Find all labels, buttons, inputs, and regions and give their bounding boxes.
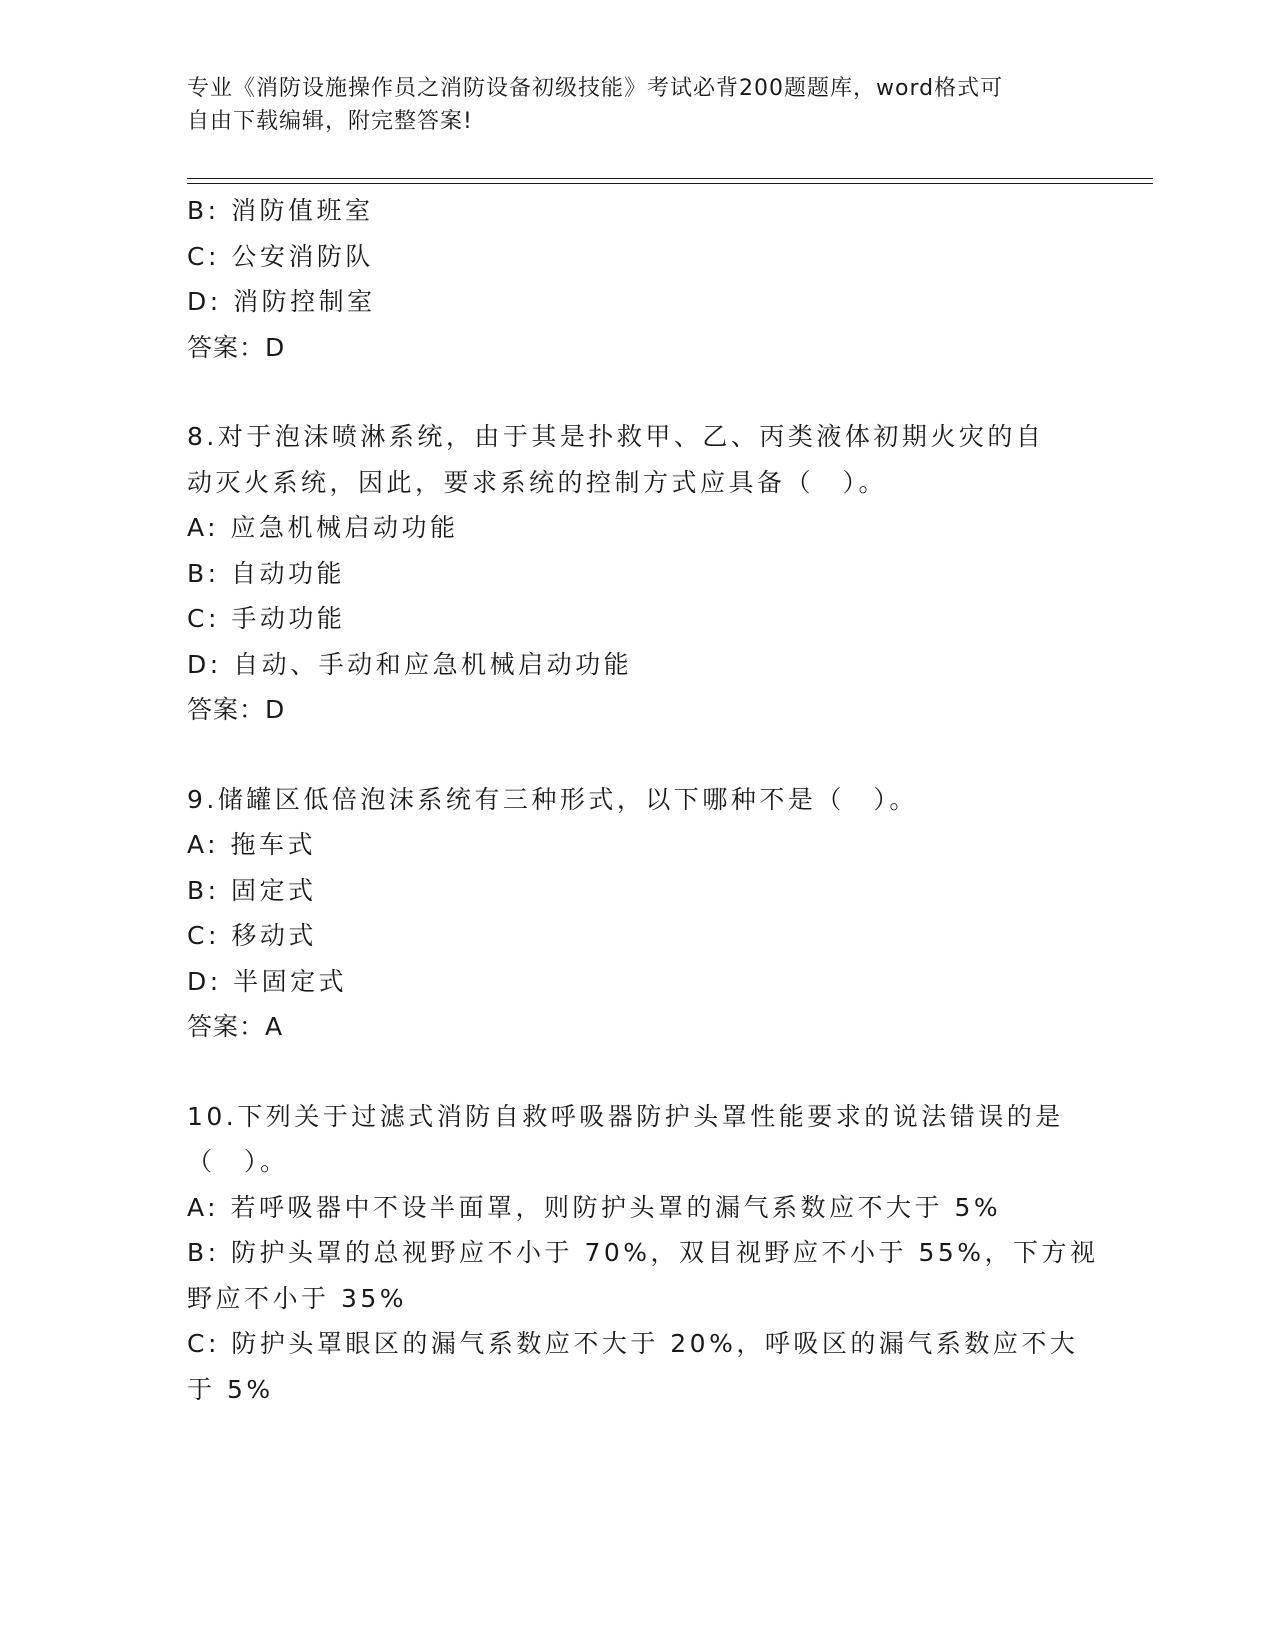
option-b: B: 固定式 xyxy=(187,875,317,905)
header-line-2: 自由下载编辑，附完整答案! xyxy=(187,109,473,134)
option-b: B: 自动功能 xyxy=(187,558,346,588)
question-stem: 8.对于泡沫喷淋系统，由于其是扑救甲、乙、丙类液体初期火灾的自 xyxy=(187,422,1045,451)
question-stem: 9.储罐区低倍泡沫系统有三种形式，以下哪种不是（ ）。 xyxy=(187,784,918,814)
question-stem: 10.下列关于过滤式消防自救呼吸器防护头罩性能要求的说法错误的是 xyxy=(187,1101,1064,1131)
answer-label: 答案：A xyxy=(187,1012,284,1041)
answer-label: 答案：D xyxy=(187,332,286,362)
question-stem: 动灭火系统，因此，要求系统的控制方式应具备（ ）。 xyxy=(187,467,888,497)
option-d: D: 消防控制室 xyxy=(187,287,376,316)
header-line-1: 专业《消防设施操作员之消防设备初级技能》考试必背200题题库，word格式可 xyxy=(187,76,1004,101)
header-divider-top xyxy=(187,178,1153,179)
option-d: D: 半固定式 xyxy=(187,966,348,996)
answer-label: 答案：D xyxy=(187,695,286,724)
option-c: C: 手动功能 xyxy=(187,604,346,633)
spacer xyxy=(187,733,1087,777)
option-b: B: 防护头罩的总视野应不小于 70%，双目视野应不小于 55%，下方视 xyxy=(187,1238,1099,1267)
question-9 xyxy=(187,777,1087,1050)
document-header xyxy=(187,72,1067,138)
question-7-tail xyxy=(187,188,1087,370)
option-b: B: 消防值班室 xyxy=(187,196,374,225)
question-stem: （ ）。 xyxy=(187,1147,289,1176)
spacer xyxy=(187,370,1087,414)
option-d: D: 自动、手动和应急机械启动功能 xyxy=(187,649,633,679)
question-list xyxy=(187,188,1099,1412)
option-a: A: 拖车式 xyxy=(187,830,317,859)
question-8 xyxy=(187,414,1087,733)
spacer xyxy=(187,1050,1087,1094)
option-c: C: 防护头罩眼区的漏气系数应不大于 20%，呼吸区的漏气系数应不大 xyxy=(187,1329,1079,1358)
option-a: A: 应急机械启动功能 xyxy=(187,513,459,542)
option-b-continued: 野应不小于 35% xyxy=(187,1283,408,1313)
option-c-continued: 于 5% xyxy=(187,1374,274,1404)
question-10 xyxy=(187,1094,1099,1413)
option-c: C: 公安消防队 xyxy=(187,241,374,271)
header-divider-bottom xyxy=(187,183,1153,184)
option-c: C: 移动式 xyxy=(187,921,317,950)
option-a: A: 若呼吸器中不设半面罩，则防护头罩的漏气系数应不大于 5% xyxy=(187,1192,1002,1222)
